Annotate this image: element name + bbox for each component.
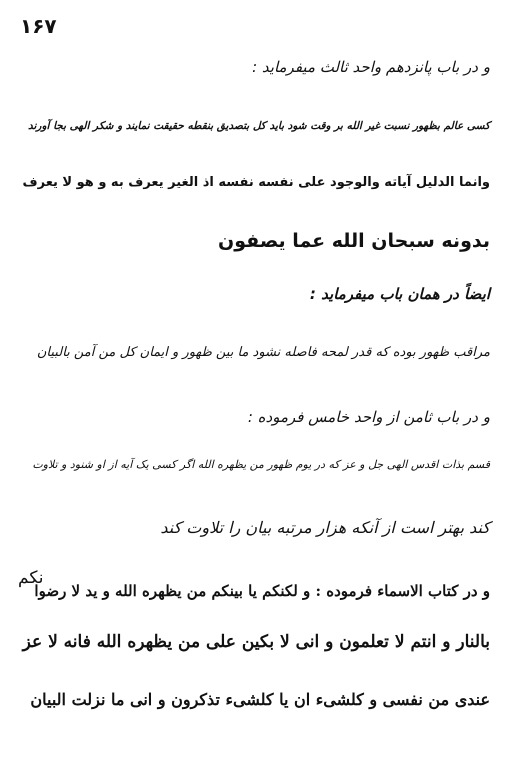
page-number: ۱۶۷ <box>20 14 57 38</box>
line-4: بدونه سبحان الله عما یصفون <box>218 230 490 252</box>
line-6: مراقب ظهور بوده که قدر لمحه فاصله نشود ما بین ظهور و ایمان کل من آمن بالبیان <box>36 345 490 360</box>
line-10: و در کتاب الاسماء فرموده : و لکنکم یا بینکم من یظهره الله و ید لا رضوا <box>34 582 490 600</box>
line-7: و در باب ثامن از واحد خامس فرموده : <box>247 408 490 426</box>
line-8: قسم بذات اقدس الهی جل و عز که در یوم ظهور من یظهره الله اگر کسی یک آیه از او شنود و تلاوت <box>32 458 490 471</box>
line-2: کسی عالم بظهور نسبت غیر الله بر وقت شود باید کل بتصدیق بنقطه حقیقت نمایند و شکر الهی بجا آورند <box>27 120 490 132</box>
line-5: ایضاً در همان باب میفرماید : <box>309 285 490 303</box>
line-12: عندی من نفسی و کلشیء ان یا کلشیء تذکرون و انی ما نزلت البیان <box>30 690 490 709</box>
margin-note: نکم <box>18 568 44 588</box>
line-9: کند بهتر است از آنکه هزار مرتبه بیان را تلاوت کند <box>160 518 490 537</box>
line-3: وانما الدلیل آیاته والوجود علی نفسه نفسه اذ الغیر یعرف به و هو لا یعرف <box>22 175 490 190</box>
line-1: و در باب پانزدهم واحد ثالث میفرماید : <box>252 58 490 76</box>
line-11: بالنار و انتم لا تعلمون و انی لا بکین علی من یظهره الله فانه لا عز <box>22 632 490 652</box>
